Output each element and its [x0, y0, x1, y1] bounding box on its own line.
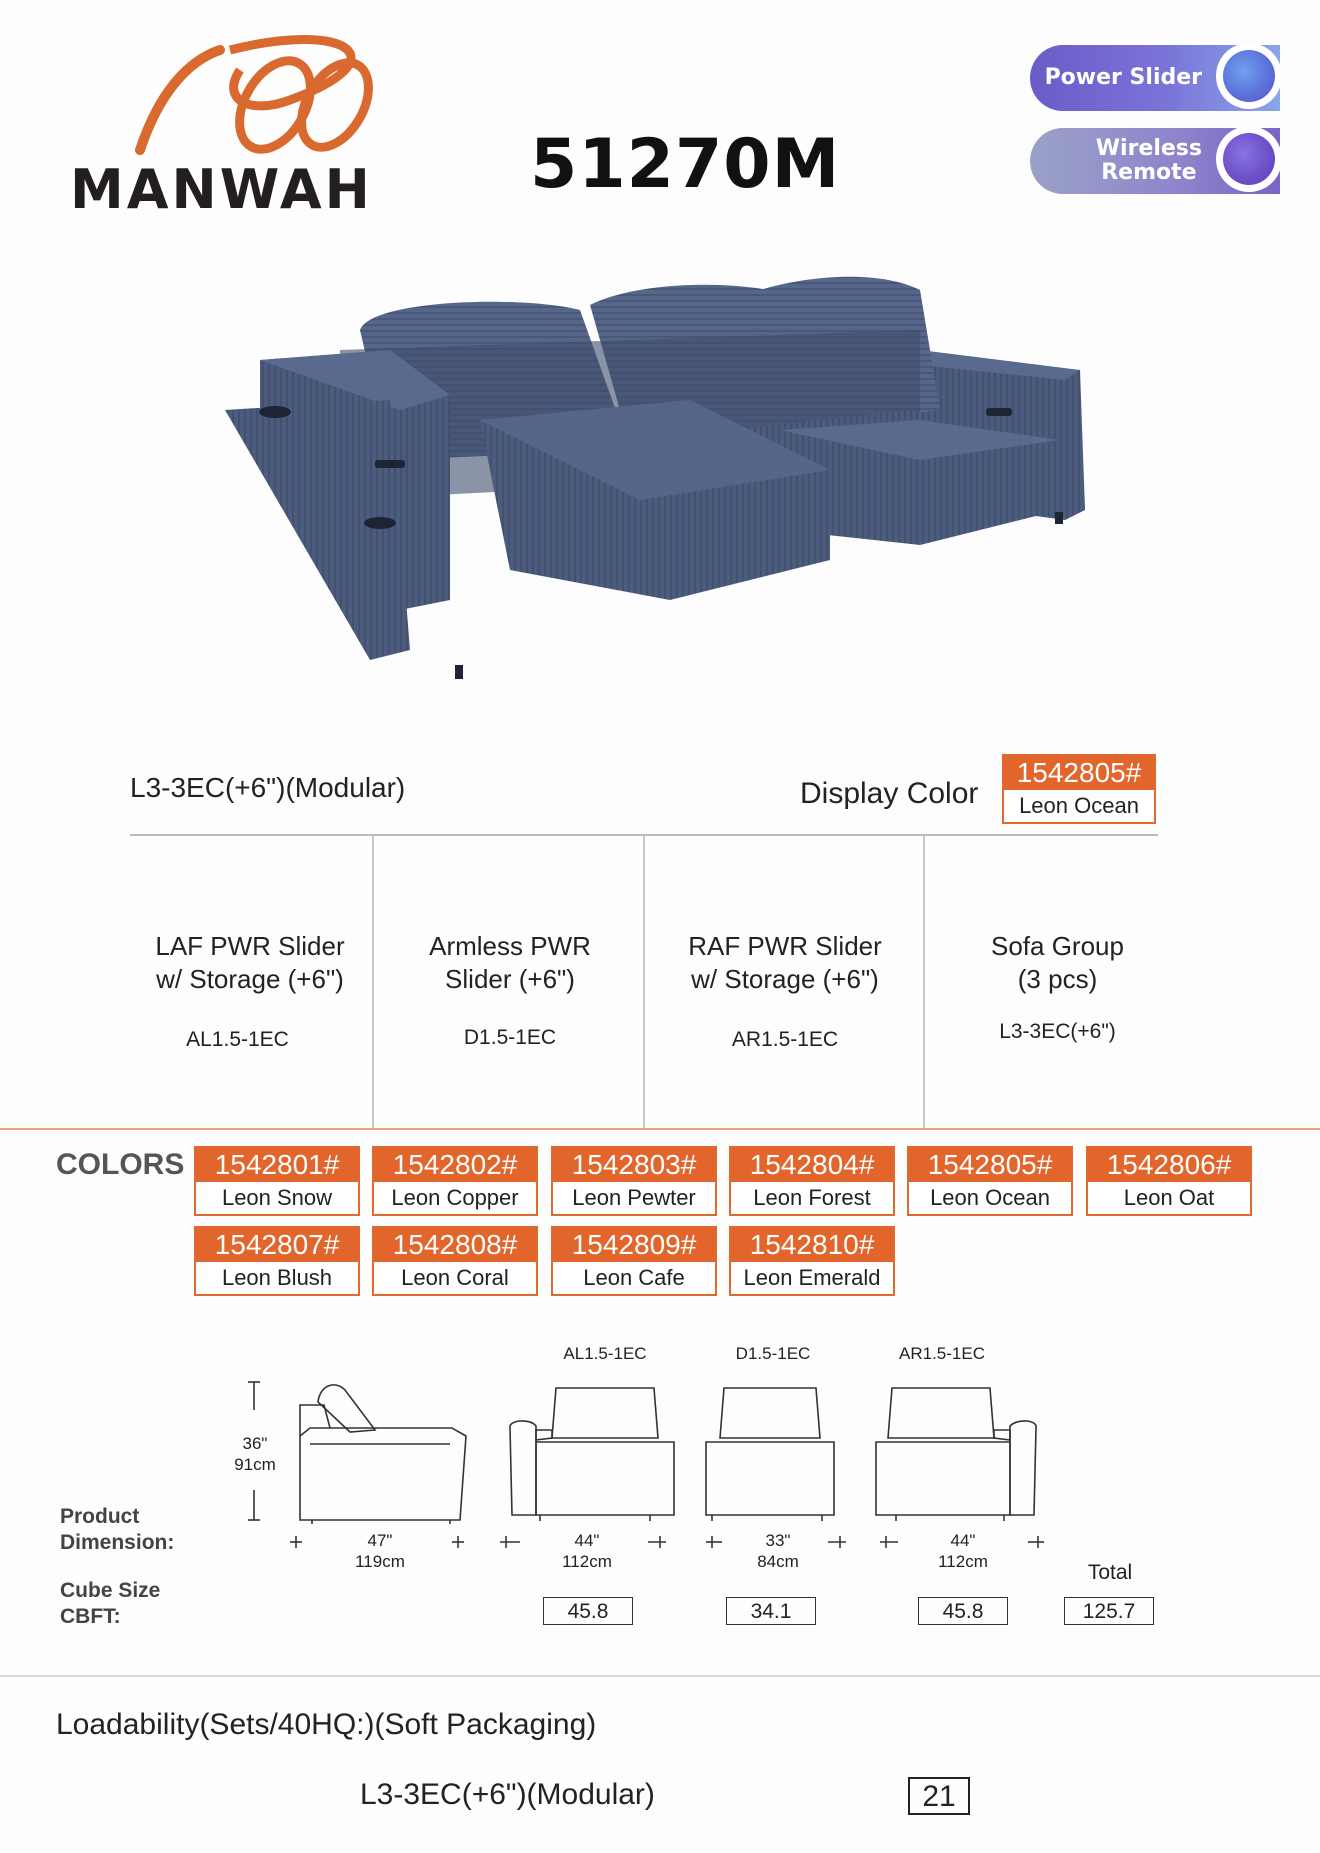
- width-dimension: 44" 112cm: [938, 1531, 988, 1571]
- piece-code-label: AL1.5-1EC: [563, 1344, 647, 1363]
- column-divider: [923, 836, 925, 1128]
- piece-code-label: D1.5-1EC: [735, 1344, 811, 1363]
- section-divider: [0, 1128, 1320, 1130]
- component-code: AR1.5-1EC: [731, 1028, 839, 1051]
- loadability-label: Loadability(Sets/40HQ:)(Soft Packaging): [56, 1708, 597, 1741]
- width-dimension: 44" 112cm: [562, 1531, 612, 1571]
- model-number: 51270M: [530, 125, 841, 204]
- component-title: Armless PWR Slider (+6"): [429, 931, 591, 994]
- column-divider: [643, 836, 645, 1128]
- feature-label: Wireless Remote: [1095, 136, 1202, 185]
- component-laf: [130, 930, 370, 1052]
- section-divider: [0, 1675, 1320, 1677]
- loadability-model: L3-3EC(+6")(Modular): [360, 1778, 655, 1811]
- color-code: 1542805#: [1004, 756, 1154, 790]
- component-title: LAF PWR Slider w/ Storage (+6"): [155, 931, 345, 994]
- component-sofa-group: [930, 930, 1185, 1044]
- color-swatch: 1542805# Leon Ocean: [907, 1146, 1073, 1216]
- cube-size-label: Cube Size CBFT:: [60, 1579, 161, 1628]
- total-cbft-value: 125.7: [1064, 1597, 1154, 1625]
- feature-badge-power-slider: [1030, 45, 1280, 111]
- product-dimension-label: Product Dimension:: [60, 1505, 175, 1554]
- feature-label: Power Slider: [1044, 65, 1202, 90]
- piece-code-label: AR1.5-1EC: [899, 1344, 985, 1363]
- width-dimension: 33" 84cm: [757, 1531, 799, 1571]
- product-photo: [220, 270, 1100, 710]
- color-swatch: 1542802# Leon Copper: [372, 1146, 538, 1216]
- brand-name: MANWAH: [70, 158, 373, 221]
- component-armless: [380, 930, 640, 1050]
- component-title: RAF PWR Slider w/ Storage (+6"): [688, 931, 882, 994]
- display-color-label: Display Color: [800, 777, 979, 810]
- component-code: D1.5-1EC: [463, 1026, 557, 1049]
- component-raf: [650, 930, 920, 1052]
- set-title: L3-3EC(+6")(Modular): [130, 772, 406, 803]
- loadability-count: 21: [908, 1777, 970, 1815]
- colors-label: COLORS: [56, 1148, 185, 1181]
- color-swatch: 1542801# Leon Snow: [194, 1146, 360, 1216]
- component-code: L3-3EC(+6"): [999, 1020, 1116, 1043]
- color-swatch: 1542803# Leon Pewter: [551, 1146, 717, 1216]
- color-swatch: 1542807# Leon Blush: [194, 1226, 360, 1296]
- sofa-illustration: [220, 270, 1100, 710]
- cbft-value: 45.8: [543, 1597, 633, 1625]
- color-name: Leon Ocean: [1019, 793, 1139, 818]
- component-title: Sofa Group (3 pcs): [991, 931, 1124, 994]
- color-swatch: 1542810# Leon Emerald: [729, 1226, 895, 1296]
- cbft-value: 45.8: [918, 1597, 1008, 1625]
- logo-emblem-icon: [100, 30, 380, 160]
- column-divider: [372, 836, 374, 1128]
- color-swatch: 1542808# Leon Coral: [372, 1226, 538, 1296]
- color-swatch: 1542806# Leon Oat: [1086, 1146, 1252, 1216]
- total-label: Total: [1087, 1561, 1133, 1584]
- power-slider-toggle-icon: [1216, 43, 1282, 109]
- wireless-remote-toggle-icon: [1216, 126, 1282, 192]
- depth-dimension: 47" 119cm: [355, 1531, 405, 1571]
- cbft-value: 34.1: [726, 1597, 816, 1625]
- height-dimension: 36" 91cm: [234, 1434, 276, 1474]
- color-swatch: 1542809# Leon Cafe: [551, 1226, 717, 1296]
- display-color-swatch: [1002, 754, 1156, 824]
- component-code: AL1.5-1EC: [186, 1028, 289, 1051]
- feature-badge-wireless-remote: [1030, 128, 1280, 194]
- color-swatch: 1542804# Leon Forest: [729, 1146, 895, 1216]
